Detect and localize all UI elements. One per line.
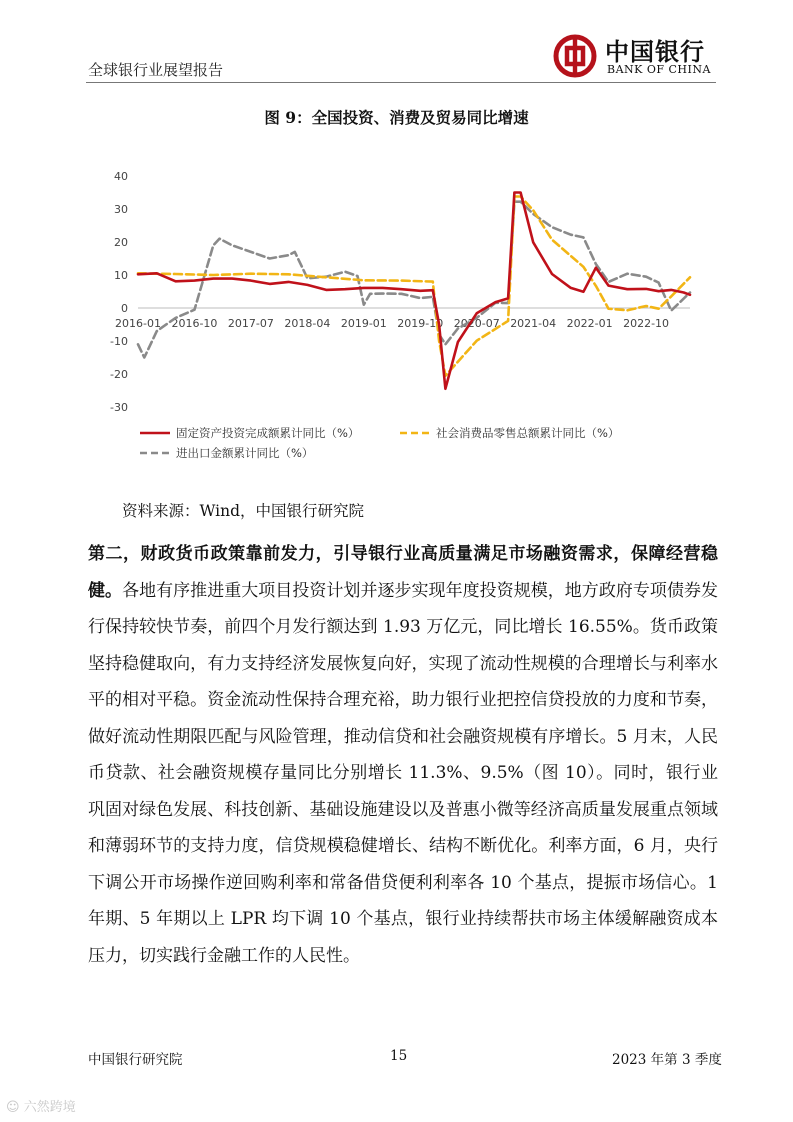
paragraph-lead: 第二，财政货币政策靠前发力，引导银行业高质量满足市场融资需求，保障经营稳健。 [88, 544, 718, 601]
y-tick-label: -20 [110, 368, 128, 381]
figure-source: 资料来源：Wind，中国银行研究院 [122, 502, 365, 520]
legend-label-1: 社会消费品零售总额累计同比（%） [436, 426, 620, 440]
bank-logo [553, 30, 723, 80]
y-tick-label: 0 [121, 302, 128, 315]
x-tick-label: 2016-01 [115, 317, 161, 330]
header-divider [86, 82, 716, 83]
legend-label-2: 进出口金额累计同比（%） [176, 446, 314, 460]
x-tick-label: 2022-10 [623, 317, 670, 330]
logo-chinese-name: 中国银行 [605, 37, 705, 66]
paragraph-text: 各地有序推进重大项目投资计划并逐步实现年度投资规模，地方政府专项债券发行保持较快节奏，前四个月发行额达到 1.93 万亿元，同比增长 16.55%。货币政策坚持稳健取向，有力支持经济发展恢复向好，实现了流动性规模的合理增长与利率水平的相对平稳。资金流动性保持合理充裕，助力银行业把控信贷投放的力度和节奏，做好流动性期限匹配与风险管理，推动信贷和社会融资规模有序增长。5 月末，人民币贷款、社会融资规模存量同比分别增长 11.3%、9.5%（图 10）。同时，银行业巩固对绿色发展、科技创新、基础设施建设以及普惠小微等经济高质量发展重点领域和薄弱环节的支持力度，信贷规模稳健增长、结构不断优化。利率方面，6 月，央行下调公开市场操作逆回购利率和常备借贷便利利率各 10 个基点，提振市场信心。1 年期、5 年期以上 LPR 均下调 10 个基点，银行业持续帮扶市场主体缓解融资成本压力，切实践行金融工作的人民性。 [88, 580, 719, 966]
y-tick-label: -10 [110, 335, 128, 348]
series-line-1 [138, 197, 690, 376]
y-tick-label: -30 [110, 401, 128, 414]
x-tick-label: 2020-07 [453, 317, 500, 330]
line-chart [100, 160, 700, 470]
bank-of-china-emblem-icon [553, 34, 597, 78]
watermark-icon: ☺ [6, 1100, 24, 1115]
footer-issue: 2023 年第 3 季度 [612, 1052, 722, 1068]
legend-label-0: 固定资产投资完成额累计同比（%） [176, 426, 360, 440]
figure-title: 图 9：全国投资、消费及贸易同比增速 [264, 108, 529, 127]
y-tick-label: 30 [114, 203, 128, 216]
footer-institute: 中国银行研究院 [88, 1052, 183, 1068]
x-tick-label: 2019-10 [397, 317, 444, 330]
y-tick-label: 20 [114, 236, 128, 249]
x-tick-label: 2022-01 [566, 317, 613, 330]
report-title: 全球银行业展望报告 [88, 61, 224, 79]
watermark [6, 1096, 76, 1115]
x-tick-label: 2016-10 [171, 317, 218, 330]
series-line-0 [138, 193, 690, 389]
x-tick-label: 2021-04 [510, 317, 557, 330]
logo-english-name: BANK OF CHINA [607, 63, 711, 76]
x-tick-label: 2017-07 [227, 317, 274, 330]
page-number: 15 [390, 1048, 408, 1064]
x-tick-label: 2018-04 [284, 317, 331, 330]
y-tick-label: 10 [114, 269, 128, 282]
watermark-text: 六然跨境 [23, 1100, 76, 1115]
x-tick-label: 2019-01 [340, 317, 387, 330]
y-tick-label: 40 [114, 170, 128, 183]
body-paragraph [88, 536, 718, 974]
